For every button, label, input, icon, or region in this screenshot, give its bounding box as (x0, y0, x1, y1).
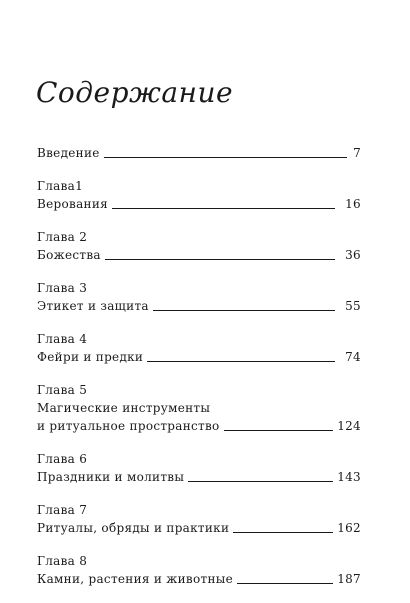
toc-line (37, 297, 361, 315)
toc-entry-chapter-2[interactable] (37, 228, 361, 264)
chapter-label: Глава 5 (37, 383, 88, 397)
toc-line (37, 144, 361, 162)
toc-line (37, 246, 361, 264)
toc-entry-title: Фейри и предки (37, 350, 144, 364)
toc-page-number: 55 (345, 299, 361, 313)
leader-line (224, 430, 334, 431)
toc-line (37, 195, 361, 213)
toc-entry-title-line-2: и ритуальное пространство (37, 419, 220, 433)
toc-page-number: 74 (345, 350, 361, 364)
toc-entry-chapter-3[interactable] (37, 279, 361, 315)
toc-page-number: 187 (337, 572, 361, 586)
leader-line (147, 361, 335, 362)
leader-line (188, 481, 333, 482)
toc-line (37, 348, 361, 366)
toc-entry-intro[interactable] (37, 144, 361, 162)
page-title: Содержание (36, 76, 234, 109)
toc-page-number: 16 (345, 197, 361, 211)
toc-page-number: 162 (337, 521, 361, 535)
toc-entry-title: Верования (37, 197, 109, 211)
chapter-label: Глава 7 (37, 503, 88, 517)
toc-entry-chapter-8[interactable] (37, 552, 361, 588)
toc-entry-title-line-1: Магические инструменты (37, 401, 211, 415)
toc-entry-title: Божества (37, 248, 101, 262)
chapter-label: Глава 6 (37, 452, 88, 466)
toc-entry-chapter-7[interactable] (37, 501, 361, 537)
toc-line (37, 519, 361, 537)
chapter-label: Глава 8 (37, 554, 88, 568)
toc-entry-title: Этикет и защита (37, 299, 149, 313)
leader-line (105, 259, 335, 260)
leader-line (112, 208, 335, 209)
leader-line (104, 157, 347, 158)
chapter-label: Глава 4 (37, 332, 88, 346)
chapter-label: Глава 3 (37, 281, 88, 295)
toc-entry-title: Праздники и молитвы (37, 470, 185, 484)
leader-line (153, 310, 335, 311)
toc-entry-chapter-4[interactable] (37, 330, 361, 366)
toc-entry-chapter-5[interactable] (37, 381, 361, 435)
toc-page-number: 7 (353, 146, 361, 160)
toc-page-number: 124 (337, 419, 361, 433)
toc-entry-chapter-6[interactable] (37, 450, 361, 486)
toc-page-number: 36 (345, 248, 361, 262)
toc-page-number: 143 (337, 470, 361, 484)
chapter-label: Глава1 (37, 179, 84, 193)
chapter-label: Глава 2 (37, 230, 88, 244)
toc-line (37, 417, 361, 435)
toc-entry-title: Ритуалы, обряды и практики (37, 521, 230, 535)
toc-line (37, 570, 361, 588)
toc-line (37, 468, 361, 486)
toc-entry-title: Введение (37, 146, 100, 160)
toc-entry-chapter-1[interactable] (37, 177, 361, 213)
table-of-contents (37, 144, 361, 603)
toc-entry-title: Камни, растения и животные (37, 572, 233, 586)
leader-line (233, 532, 333, 533)
